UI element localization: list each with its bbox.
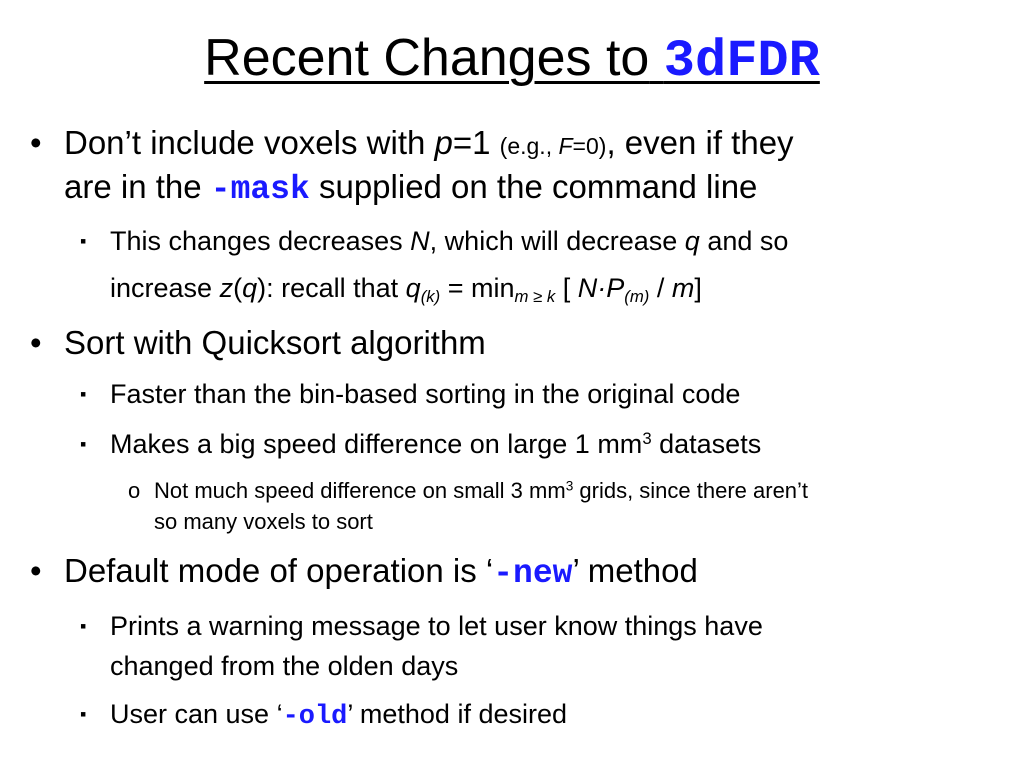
s12-a: increase [110, 273, 220, 303]
s22-a: Makes a big speed difference on large 1 mm [110, 429, 643, 459]
s12-sub-m2 [624, 287, 649, 306]
s11-c: and so [699, 226, 789, 256]
s12-slash: / [649, 273, 672, 303]
sub-3-1-marker: ▪ [80, 616, 87, 636]
old-option-code: -old [282, 702, 348, 732]
sub-1-1-line-1 [110, 225, 788, 257]
bullet-3-text [64, 552, 698, 593]
b1-l2-a: are in the [64, 168, 211, 205]
sub-3-2-marker: ▪ [80, 704, 87, 724]
b1-p-var: p [434, 124, 453, 161]
mask-option-code: -mask [210, 171, 310, 208]
s12-sub-m [514, 287, 555, 306]
s22-sup: 3 [642, 428, 652, 448]
b1-eg-b: =0) [572, 133, 607, 159]
b1-l2-b: supplied on the command line [309, 168, 758, 205]
s11-a: This changes decreases [110, 226, 411, 256]
s12-eq: = min [440, 273, 515, 303]
new-option-code: -new [493, 555, 573, 592]
s32-b: ’ method if desired [347, 699, 568, 729]
s11-q: q [684, 226, 700, 256]
s22-b: datasets [651, 429, 762, 459]
s11-b: , which will decrease [429, 226, 685, 256]
title-code-3dfdr: 3dFDR [663, 32, 820, 91]
bullet-2-marker: • [30, 324, 42, 361]
sub-2-2-text [110, 428, 761, 460]
s12-close: ] [694, 273, 702, 303]
ss1-a: Not much speed difference on small 3 mm [154, 478, 566, 503]
b1-text-b: =1 [452, 124, 500, 161]
s12-NP: N·P [577, 273, 625, 303]
subsub-2-2-1-line-1 [154, 477, 808, 505]
s12-bracket: [ [555, 273, 578, 303]
b3-b: ’ method [572, 552, 698, 589]
s12-sub-k-text: (k) [420, 287, 441, 307]
ss1-sup: 3 [565, 478, 574, 494]
s12-paren: ( [233, 273, 243, 303]
bullet-1-line-2 [64, 168, 757, 209]
s11-N: N [410, 226, 430, 256]
sub-1-1-line-2 [110, 272, 702, 307]
b1-text-c: , even if they [606, 124, 794, 161]
b1-eg [500, 133, 607, 159]
b1-text-a: Don’t include voxels with [64, 124, 435, 161]
bullet-3-marker: • [30, 552, 42, 589]
s12-q2: q [405, 273, 421, 303]
title-text: Recent Changes to [204, 29, 650, 87]
title-underlined [204, 29, 820, 91]
s12-q: q [242, 273, 258, 303]
subsub-2-2-1-marker: o [128, 478, 141, 503]
s12-m: m [671, 273, 695, 303]
sub-3-1-line-2: changed from the olden days [110, 651, 459, 681]
bullet-2-text: Sort with Quicksort algorithm [64, 324, 486, 361]
s12-sub-m2-text: (m) [624, 287, 650, 307]
sub-2-1-text: Faster than the bin-based sorting in the original code [110, 379, 741, 409]
s32-a: User can use ‘ [110, 699, 283, 729]
ss1-b: grids, since there aren’t [573, 478, 809, 503]
sub-3-2-text [110, 698, 567, 733]
b3-a: Default mode of operation is ‘ [64, 552, 494, 589]
sub-1-1-marker: ▪ [80, 231, 87, 251]
sub-3-1-line-1: Prints a warning message to let user know things have [110, 611, 763, 641]
sub-2-1-marker: ▪ [80, 384, 87, 404]
s12-b: ): recall that [257, 273, 406, 303]
s12-sub-m-text: m ≥ k [514, 287, 556, 307]
slide-title [0, 26, 1024, 94]
bullet-1-marker: • [30, 124, 42, 161]
b1-eg-a: (e.g., [499, 133, 559, 159]
subsub-2-2-1-line-2: so many voxels to sort [154, 509, 373, 534]
b1-eg-F: F [558, 133, 573, 159]
bullet-1-line-1 [64, 124, 794, 165]
sub-2-2-marker: ▪ [80, 434, 87, 454]
s12-z: z [219, 273, 234, 303]
s12-sub-k [421, 287, 441, 306]
